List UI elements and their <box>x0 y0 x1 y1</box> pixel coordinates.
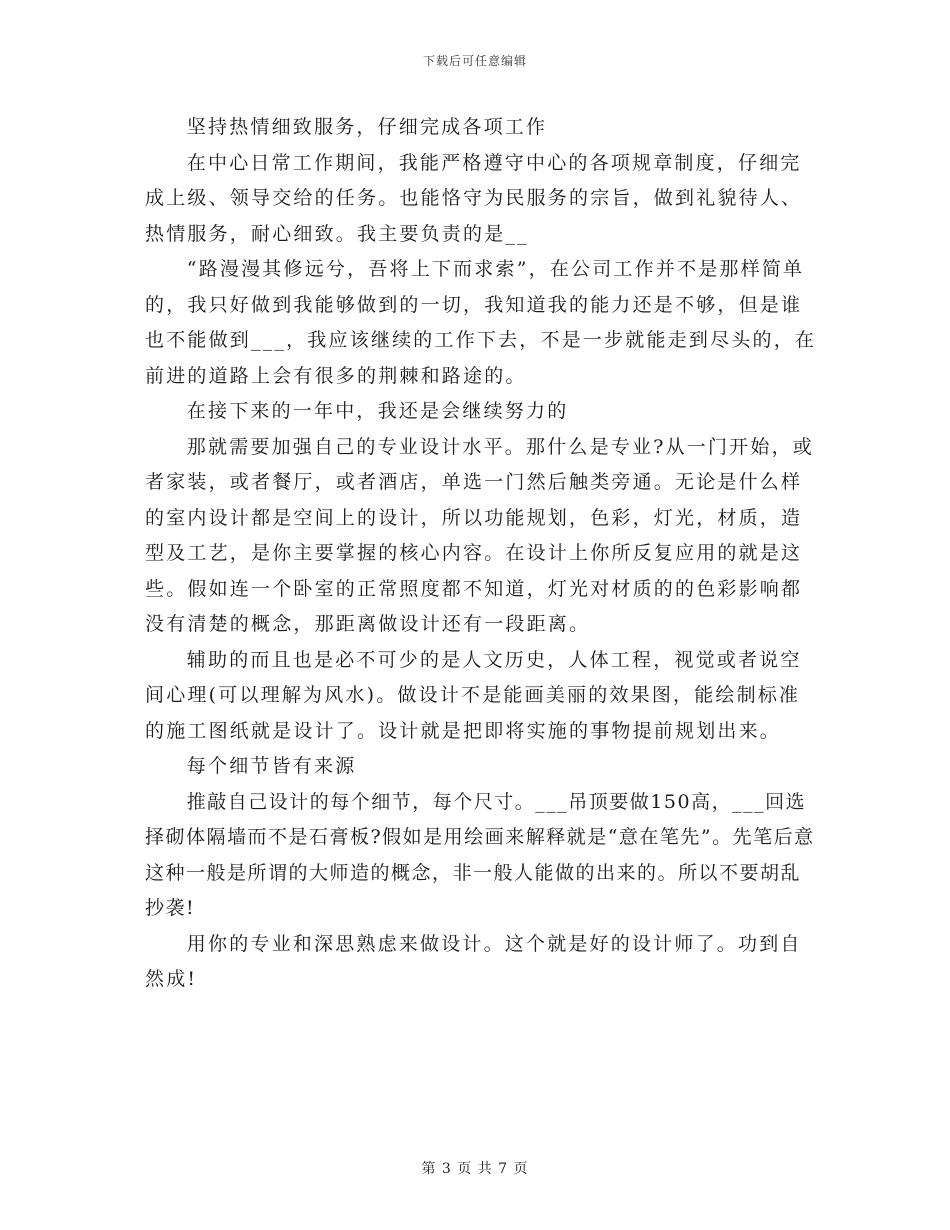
paragraph-professional-design: 那就需要加强自己的专业设计水平。那什么是专业?从一门开始，或者家装，或者餐厅，或者酒店，单选一门然后触类旁通。无论是什么样的室内设计都是空间上的设计，所以功能规划，色彩，灯光，材质，造型及工艺，是你主要掌握的核心内容。在设计上你所反复应用的就是这些。假如连一个卧室的正常照度都不知道，灯光对材质的的色彩影响都没有清楚的概念，那距离做设计还有一段距离。 <box>145 435 814 635</box>
paragraph-conclusion: 用你的专业和深思熟虑来做设计。这个就是好的设计师了。功到自然成! <box>145 932 802 990</box>
section-heading-service: 坚持热情细致服务，仔细完成各项工作 <box>186 116 548 138</box>
page-number: 第 3 页 共 7 页 <box>421 1161 529 1177</box>
document-body <box>145 110 820 998</box>
page-header: 下载后可任意编辑 <box>422 54 527 68</box>
paragraph-quote: “路漫漫其修远兮，吾将上下而求索”，在公司工作并不是那样简单的，我只好做到我能够做到的一切，我知道我的能力还是不够，但是谁也不能做到___，我应该继续的工作下去，不是一步就能走到尽头的，在前进的道路上会有很多的荆棘和路途的。 <box>145 258 817 387</box>
paragraph-humanities: 辅助的而且也是必不可少的是人文历史，人体工程，视觉或者说空间心理(可以理解为风水)。做设计不是能画美丽的效果图，能绘制标准的施工图纸就是设计了。设计就是把即将实施的事物提前规划出来。 <box>145 648 802 742</box>
paragraph-details: 推敲自己设计的每个细节，每个尺寸。___吊顶要做150高，___回选择砌体隔墙而不是石膏板?假如是用绘画来解释就是“意在笔先”。先笔后意这种一般是所谓的大师造的概念，非一般人能做的出来的。所以不要胡乱抄袭! <box>145 790 815 919</box>
section-heading-details: 每个细节皆有来源 <box>186 755 357 777</box>
paragraph-daily-work: 在中心日常工作期间，我能严格遵守中心的各项规章制度，仔细完成上级、领导交给的任务。也能恪守为民服务的宗旨，做到礼貌待人、热情服务，耐心细致。我主要负责的是__ <box>145 151 803 245</box>
section-heading-next-year: 在接下来的一年中，我还是会继续努力的 <box>186 400 569 422</box>
